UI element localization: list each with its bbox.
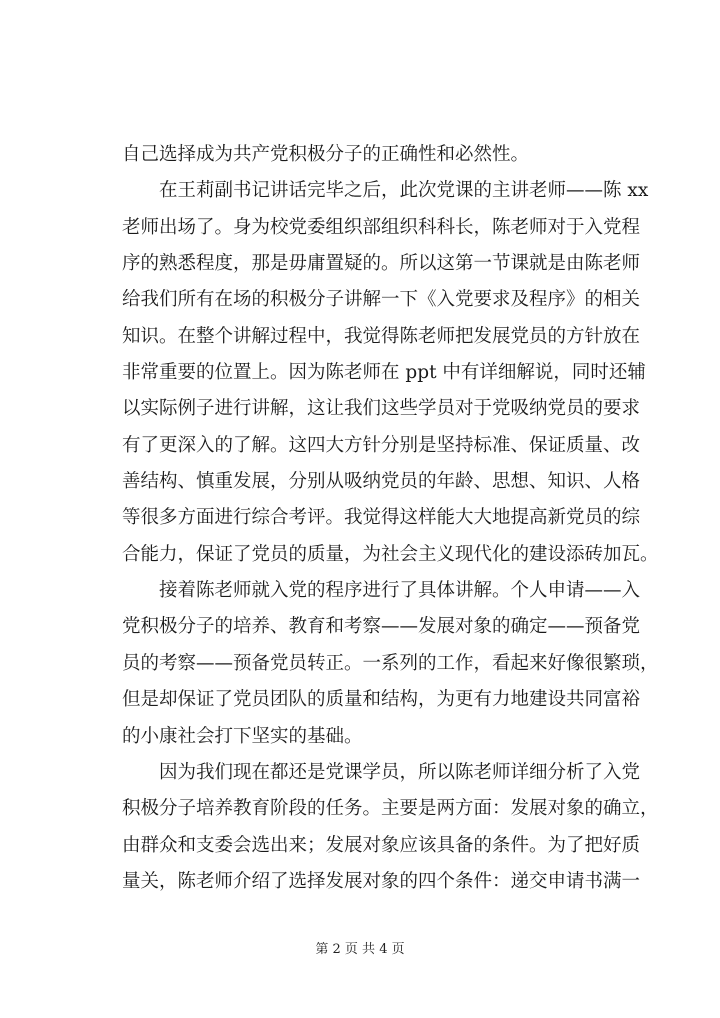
text-line: 党积极分子的培养、教育和考察——发展对象的确定——预备党 (122, 616, 641, 638)
document-body (122, 142, 659, 905)
text-line: 序的熟悉程度，那是毋庸置疑的。所以这第一节课就是由陈老师 (122, 253, 641, 275)
text-line: 给我们所有在场的积极分子讲解一下《入党要求及程序》的相关 (122, 289, 641, 311)
text-line: 接着陈老师就入党的程序进行了具体讲解。个人申请——入 (159, 580, 641, 602)
text-line: 量关，陈老师介绍了选择发展对象的四个条件：递交申请书满一 (122, 870, 641, 892)
text-line: 有了更深入的了解。这四大方针分别是坚持标准、保证质量、改 (122, 434, 641, 456)
text-line: 员的考察——预备党员转正。一系列的工作，看起来好像很繁琐， (122, 652, 659, 674)
text-line: 的小康社会打下坚实的基础。 (122, 725, 363, 747)
text-line: 因为我们现在都还是党课学员，所以陈老师详细分析了入党 (159, 761, 641, 783)
page-footer: 第 2 页 共 4 页 (315, 942, 405, 957)
text-line: 合能力，保证了党员的质量，为社会主义现代化的建设添砖加瓦。 (122, 543, 659, 565)
text-line: 积极分子培养教育阶段的任务。主要是两方面：发展对象的确立， (122, 798, 659, 820)
text-line: 等很多方面进行综合考评。我觉得这样能大大地提高新党员的综 (122, 507, 641, 529)
text-line: 非常重要的位置上。因为陈老师在 ppt 中有详细解说，同时还辅 (122, 362, 646, 384)
text-line: 自己选择成为共产党积极分子的正确性和必然性。 (122, 144, 530, 165)
text-line: 由群众和支委会选出来；发展对象应该具备的条件。为了把好质 (122, 834, 641, 856)
text-line: 在王莉副书记讲话完毕之后，此次党课的主讲老师——陈 xx (159, 180, 649, 202)
text-line: 善结构、慎重发展，分别从吸纳党员的年龄、思想、知识、人格 (122, 471, 641, 493)
text-line: 知识。在整个讲解过程中，我觉得陈老师把发展党员的方针放在 (122, 325, 641, 347)
text-line: 以实际例子进行讲解，这让我们这些学员对于党吸纳党员的要求 (122, 398, 641, 420)
text-line: 老师出场了。身为校党委组织部组织科科长，陈老师对于入党程 (122, 216, 641, 238)
text-line: 但是却保证了党员团队的质量和结构，为更有力地建设共同富裕 (122, 689, 641, 711)
